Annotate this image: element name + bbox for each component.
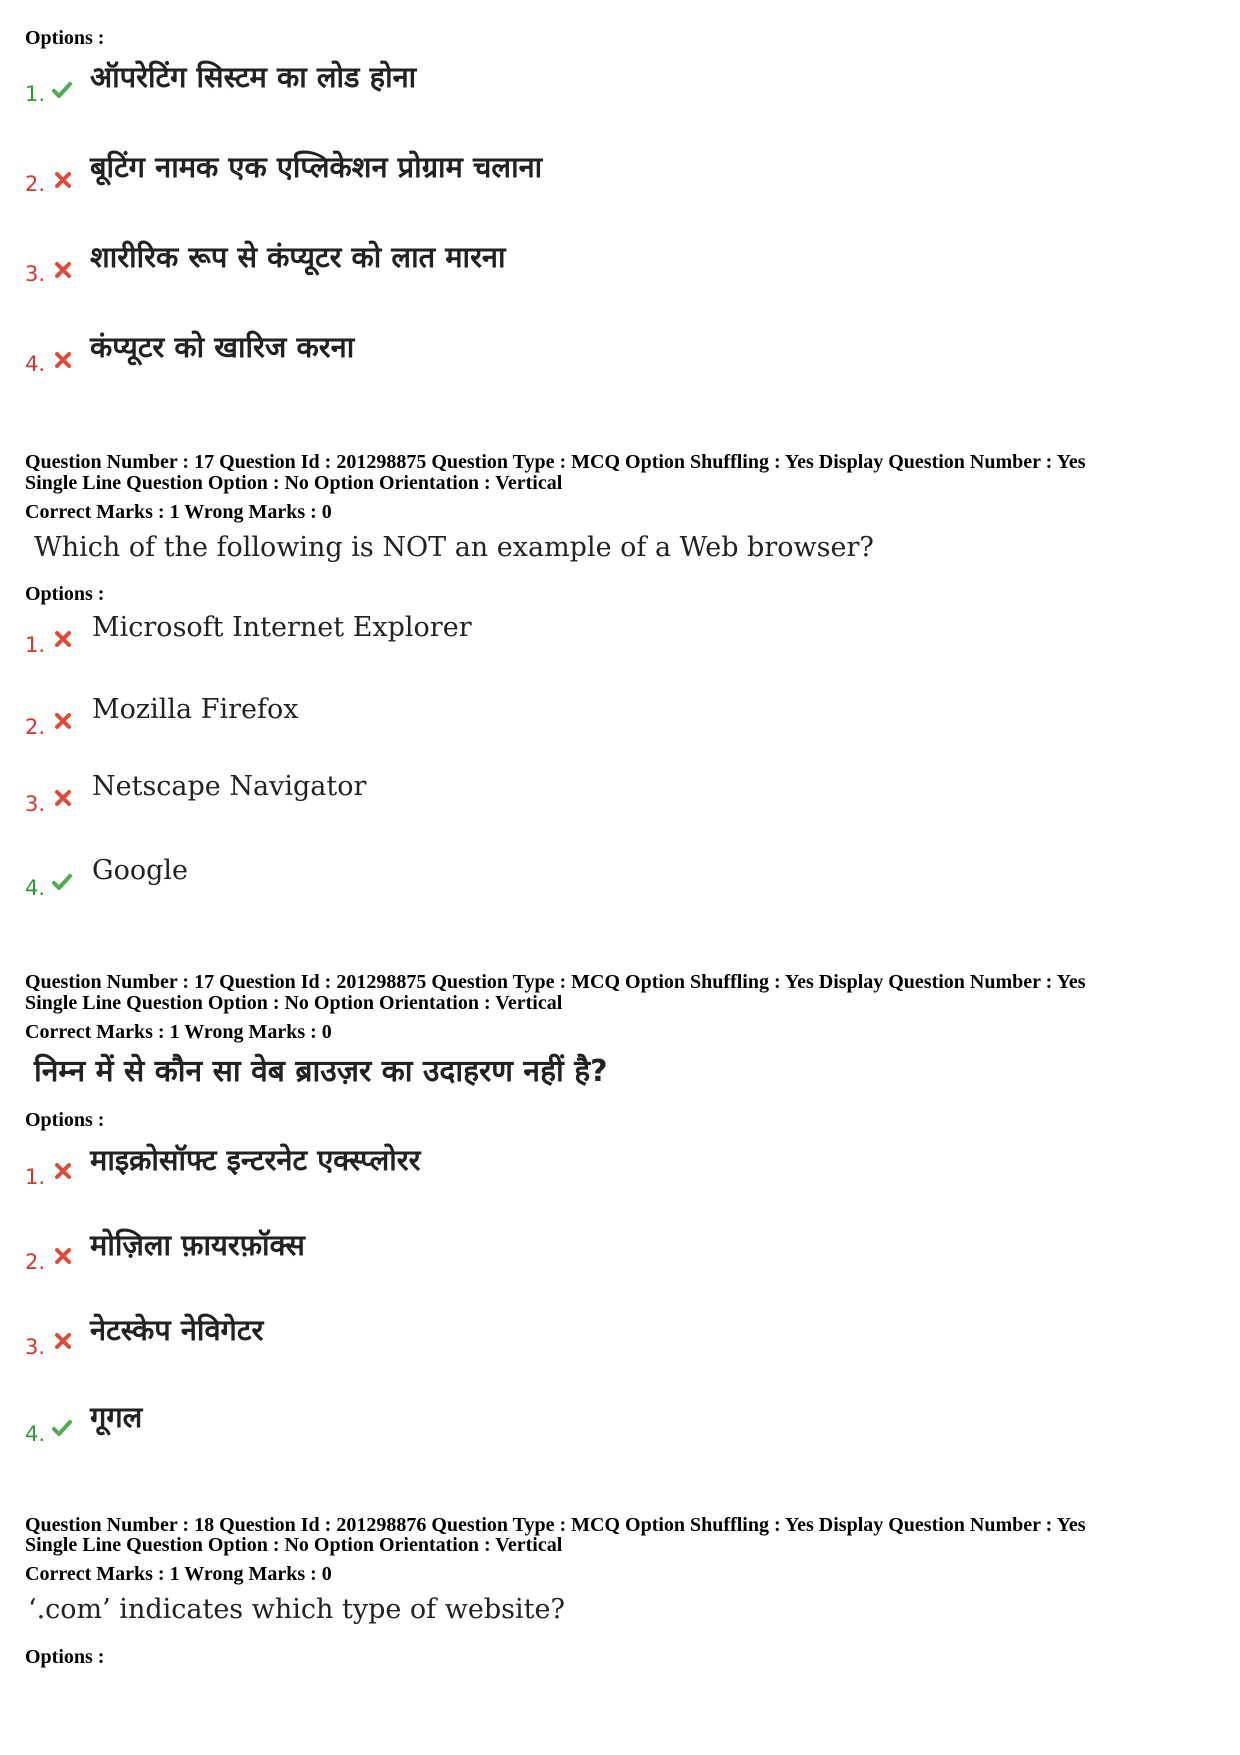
- check-icon: [52, 1418, 72, 1438]
- option-number: 2.: [25, 172, 46, 196]
- question-meta: Question Number : 17 Question Id : 201298875 Question Type : MCQ Option Shuffling : Yes Display Question Number : Yes: [25, 451, 1086, 473]
- option-number: 1.: [25, 82, 46, 106]
- option-number: 4.: [25, 1422, 46, 1446]
- option-text: शारीरिक रूप से कंप्यूटर को लात मारना: [90, 240, 506, 274]
- options-label: Options :: [25, 1646, 105, 1668]
- option-number: 4.: [25, 352, 46, 376]
- option-text: गूगल: [90, 1400, 143, 1434]
- check-icon: [52, 80, 72, 100]
- marks-info: Correct Marks : 1 Wrong Marks : 0: [25, 1021, 332, 1043]
- cross-icon: [53, 260, 73, 280]
- question-text: ‘.com’ indicates which type of website?: [28, 1594, 565, 1625]
- question-meta-line2: Single Line Question Option : No Option Orientation : Vertical: [25, 472, 563, 494]
- check-icon: [52, 872, 72, 892]
- options-label: Options :: [25, 27, 105, 49]
- option-number: 3.: [25, 1335, 46, 1359]
- marks-info: Correct Marks : 1 Wrong Marks : 0: [25, 1563, 332, 1585]
- option-text: Netscape Navigator: [92, 771, 367, 802]
- marks-info: Correct Marks : 1 Wrong Marks : 0: [25, 501, 332, 523]
- cross-icon: [53, 629, 73, 649]
- option-text: बूटिंग नामक एक एप्लिकेशन प्रोग्राम चलाना: [90, 150, 543, 184]
- options-label: Options :: [25, 583, 105, 605]
- option-number: 1.: [25, 633, 46, 657]
- cross-icon: [53, 350, 73, 370]
- question-meta-line2: Single Line Question Option : No Option Orientation : Vertical: [25, 1534, 563, 1556]
- option-number: 3.: [25, 792, 46, 816]
- cross-icon: [53, 1331, 73, 1351]
- option-text: माइक्रोसॉफ्ट इन्टरनेट एक्स्प्लोरर: [90, 1143, 421, 1177]
- option-number: 3.: [25, 262, 46, 286]
- option-text: मोज़िला फ़ायरफ़ॉक्स: [90, 1228, 305, 1262]
- option-number: 4.: [25, 876, 46, 900]
- question-meta: Question Number : 18 Question Id : 201298876 Question Type : MCQ Option Shuffling : Yes Display Question Number : Yes: [25, 1514, 1086, 1536]
- question-meta: Question Number : 17 Question Id : 201298875 Question Type : MCQ Option Shuffling : Yes Display Question Number : Yes: [25, 971, 1086, 993]
- cross-icon: [53, 788, 73, 808]
- option-text: Mozilla Firefox: [92, 694, 299, 725]
- cross-icon: [53, 711, 73, 731]
- cross-icon: [53, 1246, 73, 1266]
- option-text: ऑपरेटिंग सिस्टम का लोड होना: [90, 60, 417, 94]
- question-text: Which of the following is NOT an example of a Web browser?: [34, 532, 874, 563]
- cross-icon: [53, 1161, 73, 1181]
- question-meta-line2: Single Line Question Option : No Option Orientation : Vertical: [25, 992, 563, 1014]
- cross-icon: [53, 170, 73, 190]
- option-number: 2.: [25, 1250, 46, 1274]
- option-text: नेटस्केप नेविगेटर: [90, 1313, 264, 1347]
- option-number: 2.: [25, 715, 46, 739]
- question-text: निम्न में से कौन सा वेब ब्राउज़र का उदाहरण नहीं है?: [34, 1054, 608, 1089]
- option-text: Google: [92, 855, 188, 886]
- option-text: कंप्यूटर को खारिज करना: [90, 330, 355, 364]
- options-label: Options :: [25, 1109, 105, 1131]
- option-number: 1.: [25, 1165, 46, 1189]
- option-text: Microsoft Internet Explorer: [92, 612, 472, 643]
